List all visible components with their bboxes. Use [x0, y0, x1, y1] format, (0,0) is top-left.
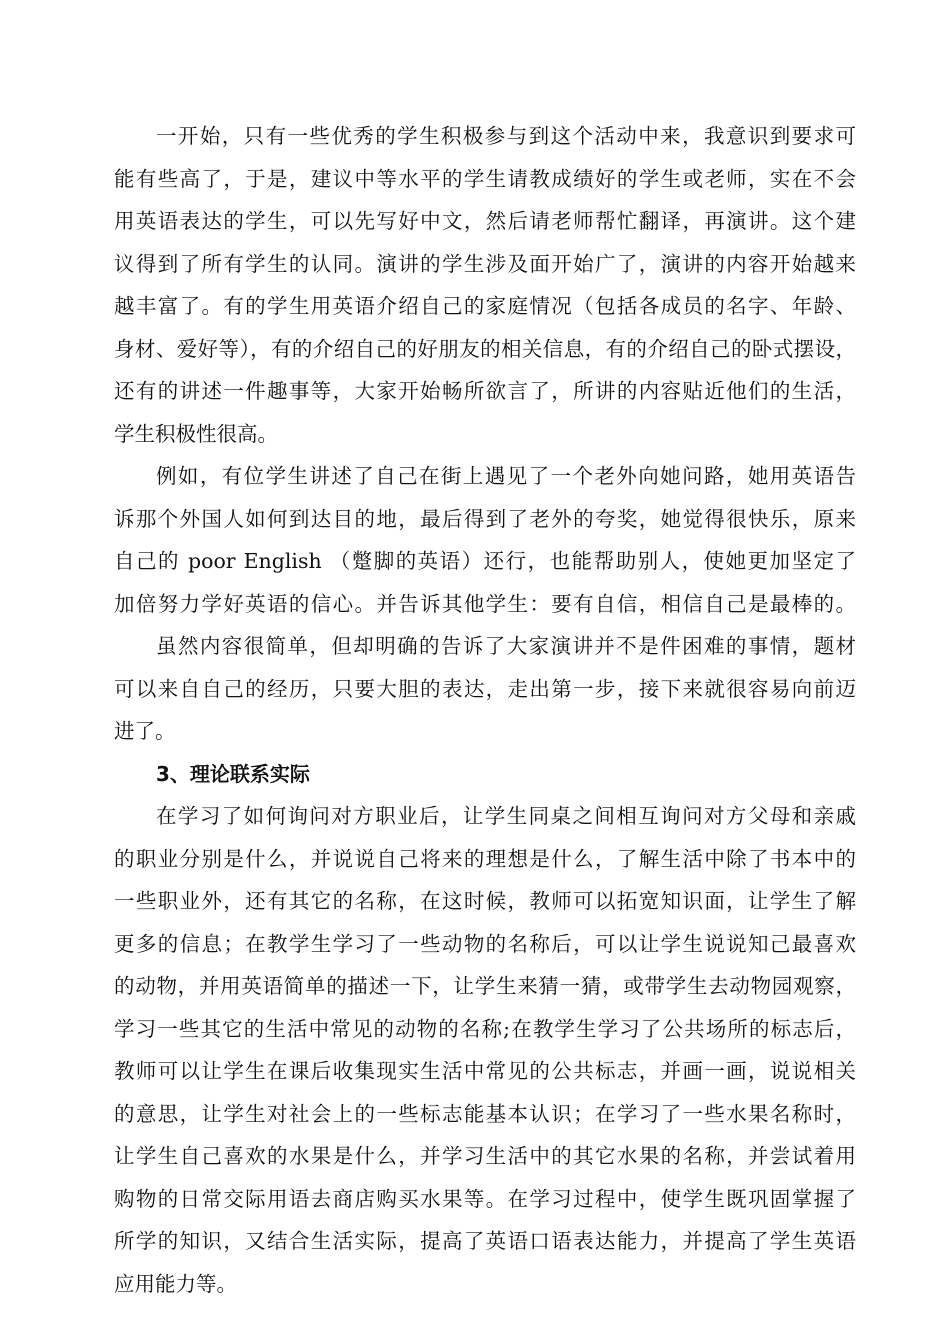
section-heading: 3、理论联系实际 — [156, 762, 310, 786]
text-line: 诉那个外国人如何到达目的地，最后得到了老外的夸奖，她觉得很快乐，原来 — [114, 507, 856, 531]
text-line: 购物的日常交际用语去商店购买水果等。在学习过程中，使学生既巩固掌握了 — [114, 1187, 856, 1211]
text-line: 的职业分别是什么，并说说自己将来的理想是什么，了解生活中除了书本中的 — [114, 847, 856, 871]
text-line: 让学生自己喜欢的水果是什么，并学习生活中的其它水果的名称，并尝试着用 — [114, 1144, 856, 1168]
text-line: 应用能力等。 — [114, 1272, 237, 1296]
text-line: 的意思，让学生对社会上的一些标志能基本认识；在学习了一些水果名称时， — [114, 1102, 856, 1126]
text-line: 一些职业外，还有其它的名称，在这时候，教师可以拓宽知识面，让学生了解 — [114, 889, 856, 913]
text-line: 议得到了所有学生的认同。演讲的学生涉及面开始广了，演讲的内容开始越来 — [114, 252, 856, 276]
text-line: 的动物，并用英语简单的描述一下，让学生来猜一猜，或带学生去动物园观察， — [114, 974, 856, 998]
text-line: 自己的 poor English （蹩脚的英语）还行，也能帮助别人，使她更加坚定了 — [114, 549, 856, 573]
text-line: 学生积极性很高。 — [114, 422, 278, 446]
text-line: 身材、爱好等），有的介绍自己的好朋友的相关信息，有的介绍自己的卧式摆设， — [114, 337, 856, 361]
text-line: 还有的讲述一件趣事等，大家开始畅所欲言了，所讲的内容贴近他们的生活， — [114, 379, 856, 403]
text-line: 可以来自自己的经历，只要大胆的表达，走出第一步，接下来就很容易向前迈 — [114, 677, 856, 701]
text-line: 用英语表达的学生，可以先写好中文，然后请老师帮忙翻译，再演讲。这个建 — [114, 209, 856, 233]
text-line: 加倍努力学好英语的信心。并告诉其他学生：要有自信，相信自己是最棒的。 — [114, 592, 856, 616]
text-line: 教师可以让学生在课后收集现实生活中常见的公共标志，并画一画，说说相关 — [114, 1059, 856, 1083]
text-line: 进了。 — [114, 719, 176, 743]
text-line: 例如，有位学生讲述了自己在街上遇见了一个老外向她问路，她用英语告 — [156, 464, 856, 488]
text-line: 一开始，只有一些优秀的学生积极参与到这个活动中来，我意识到要求可 — [156, 124, 856, 148]
text-line: 更多的信息；在教学生学习了一些动物的名称后，可以让学生说说知己最喜欢 — [114, 932, 856, 956]
text-line: 能有些高了，于是，建议中等水平的学生请教成绩好的学生或老师，实在不会 — [114, 167, 856, 191]
text-line: 学习一些其它的生活中常见的动物的名称;在教学生学习了公共场所的标志后， — [114, 1017, 856, 1041]
text-line: 所学的知识，又结合生活实际，提高了英语口语表达能力，并提高了学生英语 — [114, 1229, 856, 1253]
text-line: 在学习了如何询问对方职业后，让学生同桌之间相互询问对方父母和亲戚 — [156, 804, 856, 828]
text-line: 越丰富了。有的学生用英语介绍自己的家庭情况（包括各成员的名字、年龄、 — [114, 294, 856, 318]
text-line: 虽然内容很简单，但却明确的告诉了大家演讲并不是件困难的事情，题材 — [156, 634, 856, 658]
